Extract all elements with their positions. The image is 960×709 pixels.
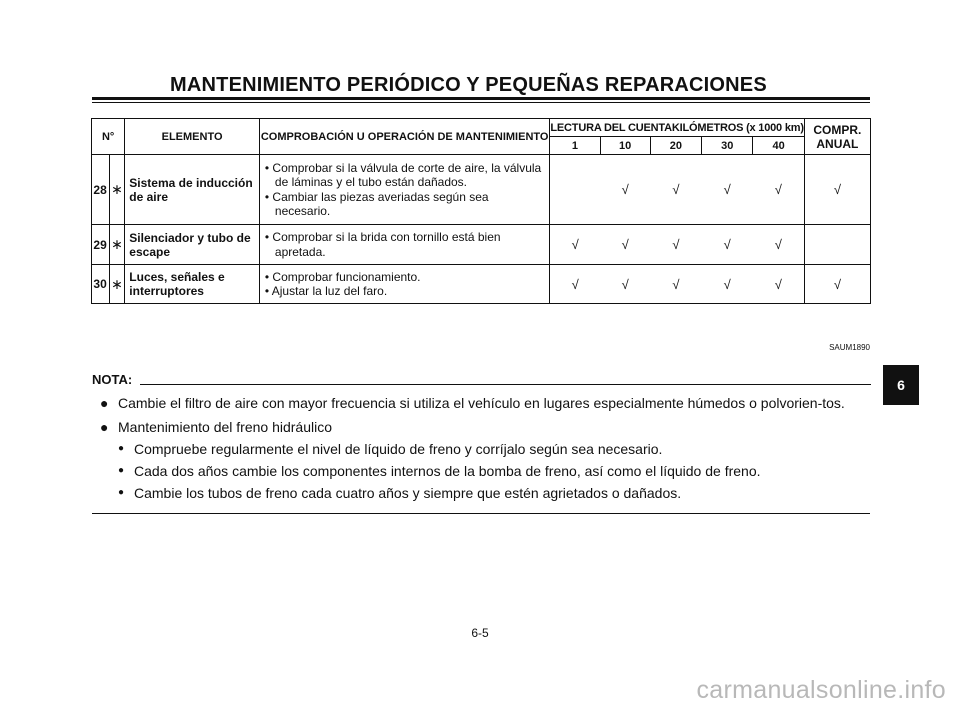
row-number: 30	[92, 265, 110, 304]
row-element	[125, 155, 260, 225]
bullet-icon: ●	[118, 465, 125, 476]
row-element-line: Luces, señales e	[129, 270, 225, 284]
header-odometer: LECTURA DEL CUENTAKILÓMETROS (x 1000 km)	[550, 119, 804, 137]
sub-list-item	[92, 483, 870, 503]
asterisk-mark: ∗	[109, 225, 125, 265]
operation-item: • Comprobar si la brida con tornillo está bien apretada.	[264, 230, 501, 259]
table-row	[92, 155, 871, 225]
sub-list-item	[92, 461, 870, 481]
check-km-10: √	[600, 155, 650, 225]
km-30: 30	[702, 137, 753, 155]
check-annual	[804, 225, 870, 265]
header-annual-line1: COMPR.	[813, 122, 862, 137]
nota-rule	[140, 384, 871, 385]
operation-item: • Comprobar si la válvula de corte de aire, la válvula de láminas y el tubo están dañados.	[264, 160, 542, 189]
bullet-icon: ●	[100, 395, 109, 411]
list-item	[92, 417, 870, 437]
header-no: N°	[92, 119, 125, 155]
table-header-row	[92, 119, 871, 137]
header-element: ELEMENTO	[125, 119, 260, 155]
table-row	[92, 225, 871, 265]
list-item-text: Cambie el filtro de aire con mayor frecuencia si utiliza el vehículo en lugares especialmente húmedos o polvorien-tos.	[118, 395, 845, 411]
row-operations	[259, 155, 550, 225]
asterisk-mark: ∗	[109, 155, 125, 225]
header-annual	[804, 119, 870, 155]
check-km-40: √	[753, 225, 804, 265]
check-annual: √	[804, 265, 870, 304]
check-km-1: √	[550, 265, 600, 304]
check-km-20: √	[650, 265, 701, 304]
list-item-text: Cada dos años cambie los componentes internos de la bomba de freno, así como el líquido de freno.	[134, 463, 761, 479]
km-1: 1	[550, 137, 600, 155]
nota-label: NOTA:	[92, 372, 133, 387]
page-number: 6-5	[471, 626, 489, 640]
km-20: 20	[650, 137, 701, 155]
list-item-text: Compruebe regularmente el nivel de líquido de freno y corríjalo según sea necesario.	[134, 441, 663, 457]
operation-item: • Comprobar funcionamiento.	[264, 269, 421, 284]
title-rule	[92, 97, 870, 100]
check-km-40: √	[753, 155, 804, 225]
list-item	[92, 393, 870, 413]
section-tab: 6	[883, 365, 919, 405]
bullet-icon: ●	[118, 487, 125, 498]
row-element-line: escape	[129, 244, 170, 259]
check-annual: √	[804, 155, 870, 225]
bottom-rule	[92, 513, 870, 514]
maintenance-table	[91, 118, 871, 304]
bullet-icon: ●	[100, 419, 109, 435]
check-km-30: √	[702, 155, 753, 225]
sub-list-item	[92, 439, 870, 459]
row-element-line: de aire	[129, 189, 168, 204]
check-km-10: √	[600, 225, 650, 265]
title-rule-thin	[92, 102, 870, 103]
operation-item: • Ajustar la luz del faro.	[264, 284, 388, 298]
check-km-20: √	[650, 155, 701, 225]
list-item-text: Mantenimiento del freno hidráulico	[118, 419, 333, 435]
check-km-30: √	[702, 225, 753, 265]
check-km-1: √	[550, 225, 600, 265]
bullet-icon: ●	[118, 443, 125, 454]
page-title: MANTENIMIENTO PERIÓDICO Y PEQUEÑAS REPARACIONES	[170, 74, 767, 96]
watermark: carmanualsonline.info	[696, 676, 946, 704]
list-item-text: Cambie los tubos de freno cada cuatro años y siempre que estén agrietados o dañados.	[134, 485, 682, 501]
km-40: 40	[753, 137, 804, 155]
row-element-line: Sistema de inducción	[129, 175, 253, 190]
table-row	[92, 265, 871, 304]
check-km-30: √	[702, 265, 753, 304]
row-element-line: interruptores	[129, 284, 204, 298]
asterisk-mark: ∗	[109, 265, 125, 304]
nota-list	[92, 393, 870, 503]
header-operation: COMPROBACIÓN U OPERACIÓN DE MANTENIMIENTO	[259, 119, 550, 155]
row-element	[125, 225, 260, 265]
row-operations	[259, 225, 550, 265]
row-number: 28	[92, 155, 110, 225]
check-km-10: √	[600, 265, 650, 304]
check-km-20: √	[650, 225, 701, 265]
row-number: 29	[92, 225, 110, 265]
row-element	[125, 265, 260, 304]
row-element-line: Silenciador y tubo de	[129, 230, 251, 245]
check-km-40: √	[753, 265, 804, 304]
km-10: 10	[600, 137, 650, 155]
header-annual-line2: ANUAL	[816, 136, 859, 151]
row-operations	[259, 265, 550, 304]
operation-item: • Cambiar las piezas averiadas según sea necesario.	[264, 189, 489, 218]
check-km-1	[550, 155, 600, 225]
document-code: SAUM1890	[829, 343, 870, 352]
